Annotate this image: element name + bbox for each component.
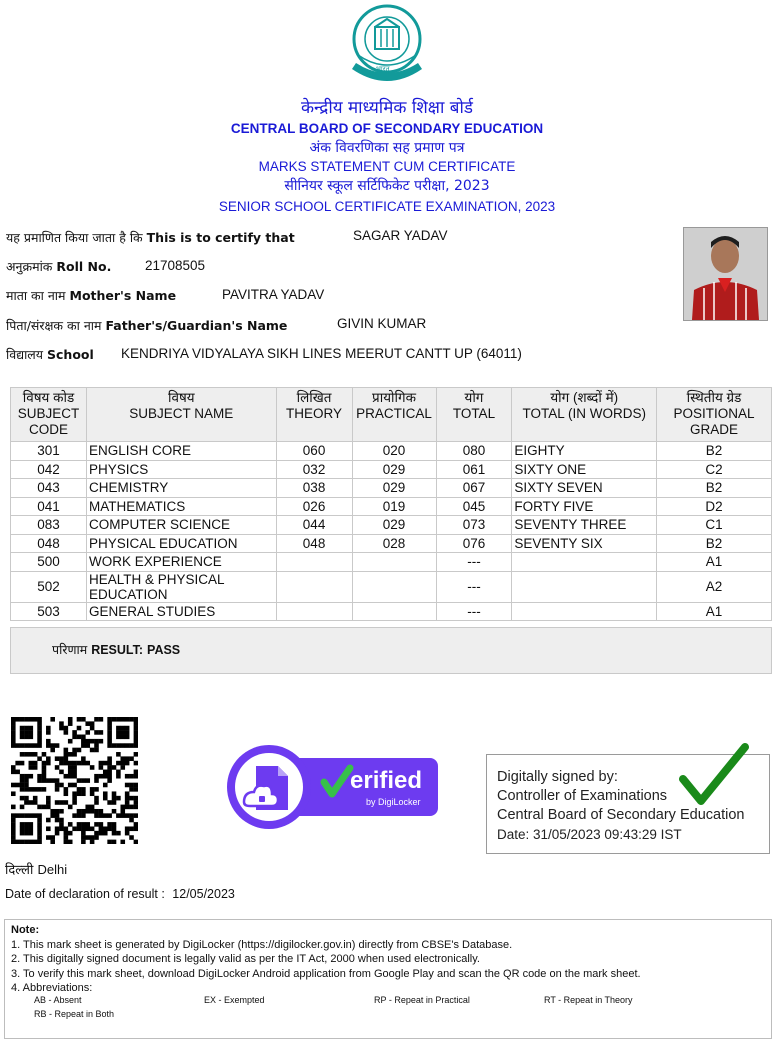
positional-grade: A1 [657,602,772,621]
abbr-absent: AB - Absent [34,995,82,1005]
total-in-words: SIXTY ONE [512,460,657,479]
father-hindi: पिता/संरक्षक का नाम [6,318,102,333]
subject-name: WORK EXPERIENCE [86,553,276,572]
roll-english: Roll No. [56,259,112,274]
total-marks: --- [436,571,512,602]
mother-hindi: माता का नाम [6,288,66,303]
total-in-words [512,602,657,621]
theory-marks [276,553,352,572]
qr-code [11,717,138,844]
table-row [11,534,772,553]
note-item-2: 2. This digitally signed document is legally valid as per the IT Act, 2000 when used electronically. [11,953,480,966]
positional-grade: C1 [657,516,772,535]
theory-marks: 038 [276,479,352,498]
practical-marks [352,553,436,572]
board-title-english: CENTRAL BOARD OF SECONDARY EDUCATION [230,121,544,136]
positional-grade: B2 [657,442,772,461]
signature-line-1: Digitally signed by: [497,769,618,785]
theory-marks [276,571,352,602]
father-english: Father's/Guardian's Name [105,318,288,333]
subject-code: 043 [11,479,87,498]
total-in-words: SIXTY SEVEN [512,479,657,498]
positional-grade: A2 [657,571,772,602]
table-row [11,442,772,461]
cbse-logo [344,3,430,89]
student-photo [683,227,768,321]
roll-number: 21708505 [145,258,206,273]
total-marks: 067 [436,479,512,498]
verified-subtext: by DigiLocker [366,797,421,807]
practical-marks: 029 [352,460,436,479]
table-row [11,479,772,498]
theory-marks [276,602,352,621]
table-row [11,497,772,516]
practical-marks [352,571,436,602]
total-marks: 076 [436,534,512,553]
certify-english: This is to certify that [146,230,295,245]
mother-english: Mother's Name [69,288,177,303]
subject-code: 048 [11,534,87,553]
note-box [4,919,772,1039]
verified-text: erified [350,767,423,794]
total-in-words: EIGHTY [512,442,657,461]
abbr-repeat-theory: RT - Repeat in Theory [544,995,633,1005]
result-box [10,627,772,674]
subject-name: COMPUTER SCIENCE [86,516,276,535]
note-title: Note: [11,924,40,936]
total-in-words: SEVENTY SIX [512,534,657,553]
verified-badge [226,744,440,830]
practical-marks: 019 [352,497,436,516]
header-subject-code: विषय कोड SUBJECT CODE [11,388,87,442]
note-item-1: 1. This mark sheet is generated by DigiLocker (https://digilocker.gov.in) directly from CBSE's Database. [11,938,513,951]
subject-code: 083 [11,516,87,535]
subject-code: 301 [11,442,87,461]
doc-title-hindi: अंक विवरणिका सह प्रमाण पत्र [309,140,465,156]
total-marks: 080 [436,442,512,461]
roll-hindi: अनुक्रमांक [6,259,53,274]
positional-grade: B2 [657,479,772,498]
total-marks: --- [436,553,512,572]
exam-title-hindi: सीनियर स्कूल सर्टिफिकेट परीक्षा, 2023 [284,178,490,194]
result-label-hindi: परिणाम [52,642,88,657]
board-title-hindi: केन्द्रीय माध्यमिक शिक्षा बोर्ड [300,98,474,118]
place-line [5,860,67,878]
digital-signature-box [486,754,770,854]
positional-grade: D2 [657,497,772,516]
father-name: GIVIN KUMAR [337,316,427,331]
header-theory: लिखित THEORY [276,388,352,442]
school-name: KENDRIYA VIDYALAYA SIKH LINES MEERUT CANTT UP (64011) [121,346,522,361]
total-marks: 045 [436,497,512,516]
roll-line [6,258,111,275]
signature-line-2: Controller of Examinations [497,788,668,804]
positional-grade: A1 [657,553,772,572]
total-marks: 061 [436,460,512,479]
abbr-exempted: EX - Exempted [204,995,265,1005]
positional-grade: C2 [657,460,772,479]
theory-marks: 060 [276,442,352,461]
practical-marks [352,602,436,621]
student-name: SAGAR YADAV [353,228,448,243]
total-in-words [512,553,657,572]
declaration-date: 12/05/2023 [172,887,235,901]
place-english: Delhi [37,862,68,877]
marks-table [10,387,772,621]
subject-name: GENERAL STUDIES [86,602,276,621]
table-row [11,553,772,572]
mother-name: PAVITRA YADAV [222,287,325,302]
header-total-words: योग (शब्दों में) TOTAL (IN WORDS) [512,388,657,442]
positional-grade: B2 [657,534,772,553]
theory-marks: 032 [276,460,352,479]
theory-marks: 026 [276,497,352,516]
total-in-words [512,571,657,602]
father-line [6,317,287,334]
table-row [11,571,772,602]
signature-line-4: Date: 31/05/2023 09:43:29 IST [497,827,682,842]
subject-code: 042 [11,460,87,479]
note-item-4: 4. Abbreviations: [11,982,93,995]
school-line [6,346,94,363]
header-positional-grade: स्थितीय ग्रेड POSITIONAL GRADE [657,388,772,442]
declaration-line [5,887,235,901]
abbr-repeat-practical: RP - Repeat in Practical [374,995,470,1005]
practical-marks: 020 [352,442,436,461]
table-row [11,460,772,479]
exam-title-english: SENIOR SCHOOL CERTIFICATE EXAMINATION, 2023 [218,199,556,214]
result-value: PASS [147,643,181,657]
practical-marks: 029 [352,516,436,535]
practical-marks: 029 [352,479,436,498]
total-marks: --- [436,602,512,621]
header-total: योग TOTAL [436,388,512,442]
subject-name: MATHEMATICS [86,497,276,516]
certify-hindi: यह प्रमाणित किया जाता है कि [6,230,143,245]
school-english: School [47,347,94,362]
declaration-label: Date of declaration of result : [5,887,165,901]
practical-marks: 028 [352,534,436,553]
total-in-words: SEVENTY THREE [512,516,657,535]
total-in-words: FORTY FIVE [512,497,657,516]
theory-marks: 048 [276,534,352,553]
subject-code: 502 [11,571,87,602]
subject-name: PHYSICS [86,460,276,479]
mother-line [6,287,176,304]
school-hindi: विद्यालय [6,347,44,362]
place-hindi: दिल्ली [5,863,34,878]
subject-code: 500 [11,553,87,572]
note-item-3: 3. To verify this mark sheet, download DigiLocker Android application from Google Play and scan the QR code on the mark sheet. [11,967,641,980]
result-label-english: RESULT: [91,643,144,657]
table-row [11,602,772,621]
signature-line-3: Central Board of Secondary Education [497,807,745,823]
checkmark-icon [679,743,749,805]
theory-marks: 044 [276,516,352,535]
subject-name: HEALTH & PHYSICAL EDUCATION [86,571,276,602]
logo-caption: भारत [376,65,390,73]
subject-name: ENGLISH CORE [86,442,276,461]
abbr-repeat-both: RB - Repeat in Both [34,1009,115,1019]
doc-title-english: MARKS STATEMENT CUM CERTIFICATE [258,159,516,174]
result-line [52,641,180,658]
subject-code: 503 [11,602,87,621]
table-row [11,516,772,535]
certify-line [6,229,295,246]
header-practical: प्रायोगिक PRACTICAL [352,388,436,442]
subject-name: PHYSICAL EDUCATION [86,534,276,553]
subject-name: CHEMISTRY [86,479,276,498]
subject-code: 041 [11,497,87,516]
header-subject-name: विषय SUBJECT NAME [86,388,276,442]
total-marks: 073 [436,516,512,535]
